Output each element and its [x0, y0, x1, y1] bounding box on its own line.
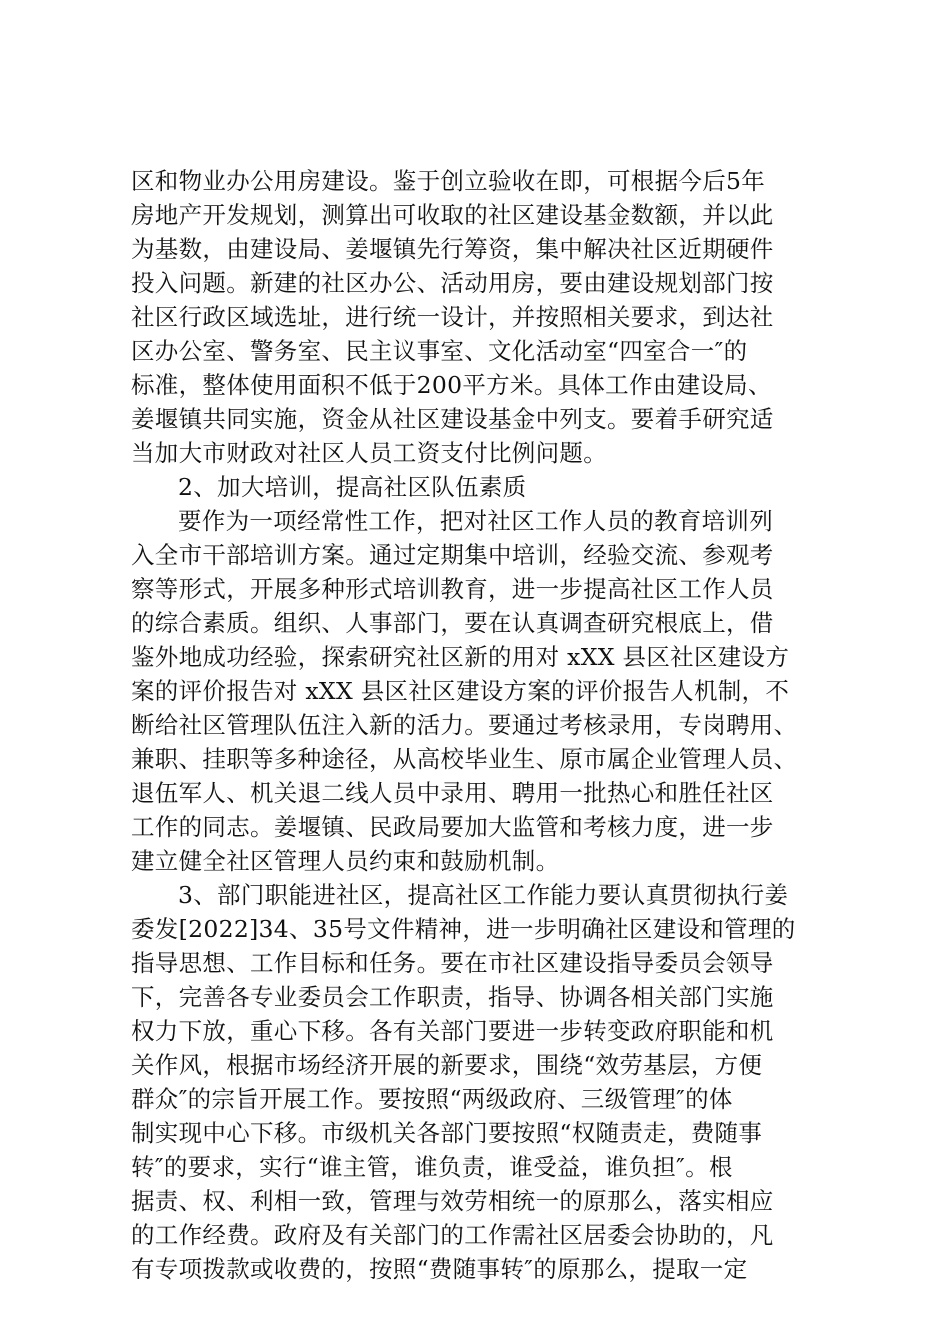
text-line: 转″的要求，实行“谁主管，谁负责，谁受益，谁负担″。根: [131, 1153, 733, 1181]
text-line: 制实现中心下移。市级机关各部门要按照“权随责走，费随事: [131, 1119, 763, 1147]
text-line: 建立健全社区管理人员约束和鼓励机制。: [131, 847, 560, 875]
text-line: 鉴外地成功经验，探索研究社区新的用对 xXX 县区社区建设方: [131, 643, 790, 671]
text-line: 社区行政区域选址，进行统一设计，并按照相关要求，到达社: [131, 303, 774, 331]
document-page: [131, 164, 843, 1286]
text-line: 权力下放，重心下移。各有关部门要进一步转变政府职能和机: [131, 1017, 774, 1045]
text-line: 兼职、挂职等多种途径，从高校毕业生、原市属企业管理人员、: [131, 745, 798, 773]
text-line: 要作为一项经常性工作，把对社区工作人员的教育培训列: [178, 507, 773, 535]
text-line: 据责、权、利相一致，管理与效劳相统一的原那么，落实相应: [131, 1187, 774, 1215]
text-line: 区和物业办公用房建设。鉴于创立验收在即，可根据今后5年: [131, 167, 766, 195]
text-line: 察等形式，开展多种形式培训教育，进一步提高社区工作人员: [131, 575, 774, 603]
text-line: 群众″的宗旨开展工作。要按照“两级政府、三级管理″的体: [131, 1085, 733, 1113]
text-line: 的综合素质。组织、人事部门，要在认真调查研究根底上，借: [131, 609, 774, 637]
text-line: 退伍军人、机关退二线人员中录用、聘用一批热心和胜任社区: [131, 779, 774, 807]
text-line: 关作风，根据市场经济开展的新要求，围绕“效劳基层，方便: [131, 1051, 763, 1079]
text-line: 指导思想、工作目标和任务。要在市社区建设指导委员会领导: [131, 949, 774, 977]
text-line: 案的评价报告对 xXX 县区社区建设方案的评价报告人机制，不: [131, 677, 790, 705]
document-body: [131, 164, 843, 1286]
text-line: 委发[2022]34、35号文件精神，进一步明确社区建设和管理的: [131, 915, 796, 943]
text-line: 的工作经费。政府及有关部门的工作需社区居委会协助的，凡: [131, 1221, 774, 1249]
text-line: 当加大市财政对社区人员工资支付比例问题。: [131, 439, 607, 467]
text-line: 下，完善各专业委员会工作职责，指导、协调各相关部门实施: [131, 983, 774, 1011]
text-line: 有专项拨款或收费的，按照“费随事转″的原那么，提取一定: [131, 1255, 748, 1283]
text-line: 断给社区管理队伍注入新的活力。要通过考核录用，专岗聘用、: [131, 711, 798, 739]
text-line: 工作的同志。姜堰镇、民政局要加大监管和考核力度，进一步: [131, 813, 774, 841]
text-line: 入全市干部培训方案。通过定期集中培训，经验交流、参观考: [131, 541, 774, 569]
text-line: 投入问题。新建的社区办公、活动用房，要由建设规划部门按: [131, 269, 774, 297]
text-line: 区办公室、警务室、民主议事室、文化活动室“四室合一″的: [131, 337, 748, 365]
text-line: 房地产开发规划，测算出可收取的社区建设基金数额，并以此: [131, 201, 774, 229]
text-line: 为基数，由建设局、姜堰镇先行筹资，集中解决社区近期硬件: [131, 235, 774, 263]
text-line: 3、部门职能进社区，提高社区工作能力要认真贯彻执行姜: [178, 881, 789, 909]
text-line: 姜堰镇共同实施，资金从社区建设基金中列支。要着手研究适: [131, 405, 774, 433]
text-line: 标准，整体使用面积不低于200平方米。具体工作由建设局、: [131, 371, 772, 399]
text-line: 2、加大培训，提高社区队伍素质: [178, 473, 527, 501]
